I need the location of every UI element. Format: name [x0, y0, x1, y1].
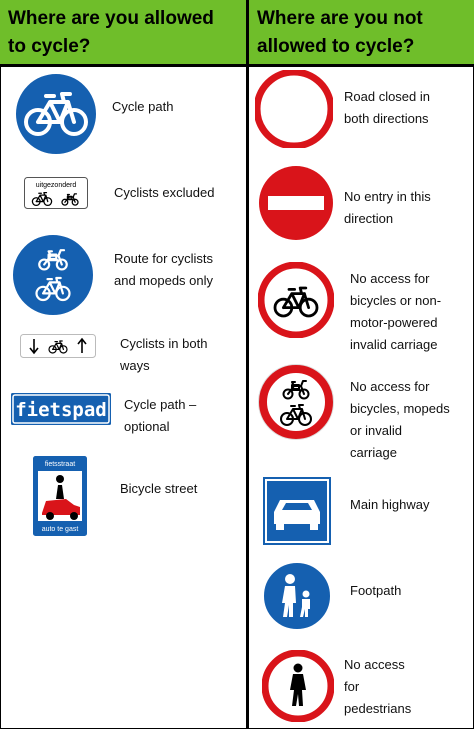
fietspad-sign-text: fietspad	[15, 399, 107, 421]
cyclists-both-ways-subsign-icon	[20, 334, 96, 358]
main-highway-sign-icon	[262, 476, 332, 546]
allowed-item-label-5: Cycle path – optional	[124, 397, 197, 434]
no-bicycles-mopeds-sign-icon	[256, 362, 336, 442]
not-allowed-item-label-2: No entry in this direction	[344, 189, 431, 226]
no-pedestrians-sign-icon	[262, 650, 334, 722]
allowed-item-label-1: Cycle path	[112, 99, 174, 114]
footpath-sign-icon	[262, 561, 332, 631]
allowed-item-label-2: Cyclists excluded	[114, 185, 215, 200]
bicycle-street-bottom-text: auto te gast	[41, 526, 79, 533]
subsign-text: uitgezonderd	[35, 182, 77, 189]
not-allowed-item-label-7: No access for pedestrians	[344, 657, 412, 716]
cycle-moped-route-sign-icon	[11, 233, 95, 317]
allowed-column-header	[0, 0, 246, 67]
no-entry-sign-icon	[258, 165, 334, 241]
allowed-header-text: Where are you allowed to cycle?	[8, 8, 214, 57]
not-allowed-header-text: Where are you not allowed to cycle?	[257, 8, 423, 57]
cyclists-excluded-subsign-icon	[24, 177, 88, 209]
allowed-item-label-6: Bicycle street	[120, 481, 198, 496]
cycle-path-sign-icon	[14, 72, 98, 156]
allowed-item-label-4: Cyclists in both ways	[120, 336, 208, 373]
not-allowed-column-header	[249, 0, 474, 67]
not-allowed-item-label-6: Footpath	[350, 583, 402, 598]
road-closed-sign-icon	[255, 70, 333, 148]
column-divider	[246, 0, 249, 729]
not-allowed-item-label-4: No access for bicycles, mopeds or invalid carriage	[350, 379, 450, 460]
bicycle-street-sign-icon	[32, 455, 88, 537]
fietspad-sign-icon	[10, 392, 112, 426]
no-bicycles-sign-icon	[258, 262, 334, 338]
not-allowed-item-label-5: Main highway	[350, 497, 430, 512]
bicycle-street-top-text: fietsstraat	[44, 461, 76, 468]
allowed-item-label-3: Route for cyclists and mopeds only	[114, 251, 214, 288]
not-allowed-item-label-3: No access for bicycles or non- motor-powered invalid carriage	[350, 271, 442, 352]
not-allowed-item-label-1: Road closed in both directions	[344, 89, 430, 126]
